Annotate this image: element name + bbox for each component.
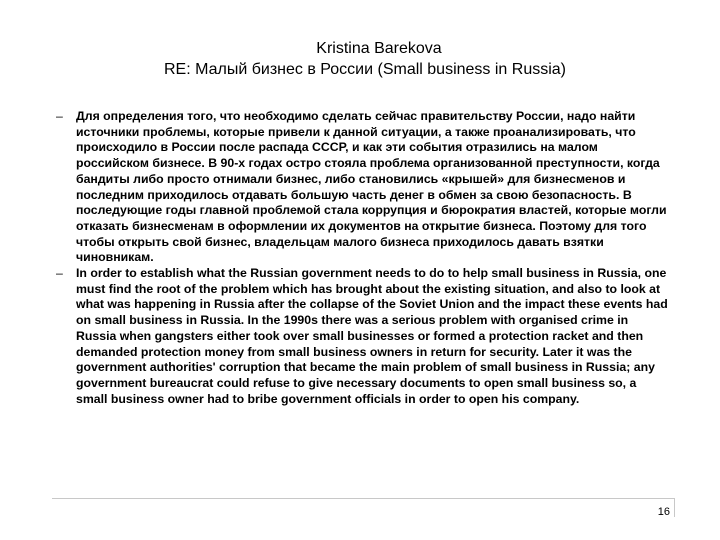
bullet-text-english: In order to establish what the Russian government needs to do to help small business in Russia, one must find the root of the problem which has brought about the existing situation, and also to look at what was happening in Russia after the collapse of the Soviet Union and the impact these events had on small business in Russia. In the 1990s there was a serious problem with organised crime in Russia when gangsters either took over small businesses or formed a protection racket and then demanded protection money from small business owners in return for security. Later it was the government authorities' corruption that became the main problem of small business in Russia; any government bureaucrat could refuse to give necessary documents to open small business so, a small business owner had to bribe government officials in order to open his company. — [76, 266, 668, 406]
footer-frame — [52, 498, 675, 517]
bullet-russian — [56, 109, 668, 266]
dash-bullet-icon: – — [56, 266, 63, 281]
bullet-text-russian: Для определения того, что необходимо сделать сейчас правительству России, надо найти источники проблемы, которые привели к данной ситуации, а также проанализировать, что происходило в России после распада СССР, и как эти события отразились на малом российском бизнесе. В 90-х годах остро стояла проблема организованной преступности, когда бандиты либо просто отнимали бизнес, либо становились «крышей» для бизнесменов и последним приходилось отдавать большую часть денег в обмен за свою безопасность. В последующие годы главной проблемой стала коррупция и бюрократия властей, которые могли отказать бизнесменам в оформлении их документов на открытие бизнеса. Поэтому для того чтобы открыть свой бизнес, владельцам малого бизнеса приходилось давать взятки чиновникам. — [76, 109, 667, 265]
subject-line: RE: Малый бизнес в России (Small business in Russia) — [164, 61, 566, 78]
page-number: 16 — [657, 506, 670, 518]
bullet-english — [56, 266, 668, 407]
author-name: Kristina Barekova — [316, 40, 442, 57]
bullet-list — [56, 109, 668, 407]
slide-title — [0, 38, 720, 80]
dash-bullet-icon: – — [56, 109, 63, 123]
